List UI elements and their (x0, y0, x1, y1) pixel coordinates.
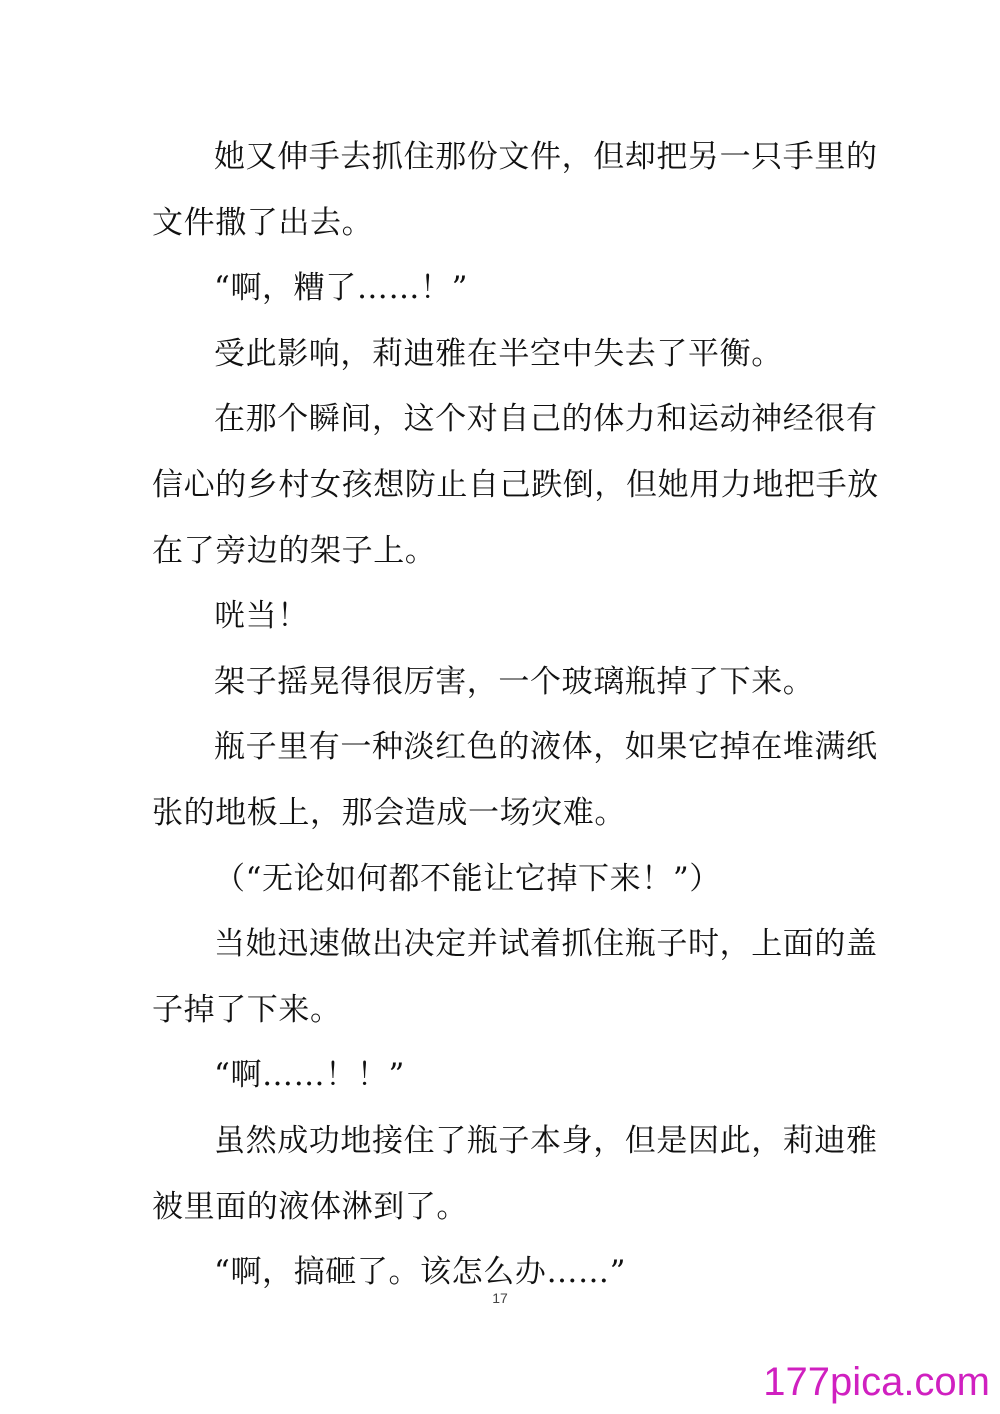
text-line: （“无论如何都不能让它掉下来！”） (214, 860, 721, 897)
text-line: 文件撒了出去。 (152, 204, 374, 241)
text-line: 在了旁边的架子上。 (152, 532, 437, 569)
text-line: 在那个瞬间，这个对自己的体力和运动神经很有 (214, 401, 878, 438)
text-line: 她又伸手去抓住那份文件，但却把另一只手里的 (214, 139, 878, 175)
text-line: 信心的乡村女孩想防止自己跌倒，但她用力地把手放 (152, 466, 879, 503)
text-line: 咣当！ (214, 598, 309, 635)
text-line: 受此影响，莉迪雅在半空中失去了平衡。 (214, 335, 783, 372)
text-line: 子掉了下来。 (152, 991, 342, 1028)
text-line: 虽然成功地接住了瓶子本身，但是因此，莉迪雅 (214, 1122, 878, 1159)
body-text (152, 125, 879, 1306)
text-line: 张的地板上，那会造成一场灾难。 (152, 794, 626, 831)
watermark: 177pica.com (763, 1360, 990, 1404)
text-line: 瓶子里有一种淡红色的液体，如果它掉在堆满纸 (214, 729, 878, 766)
text-line: “啊，搞砸了。该怎么办……” (214, 1254, 627, 1291)
text-line: 架子摇晃得很厉害，一个玻璃瓶掉了下来。 (214, 663, 815, 700)
text-line: 当她迅速做出决定并试着抓住瓶子时，上面的盖 (214, 926, 878, 963)
text-line: 被里面的液体淋到了。 (152, 1188, 468, 1225)
text-line: “啊……！！” (214, 1057, 405, 1094)
page-number: 17 (492, 1290, 508, 1306)
text-line: “啊，糟了……！” (214, 270, 469, 307)
